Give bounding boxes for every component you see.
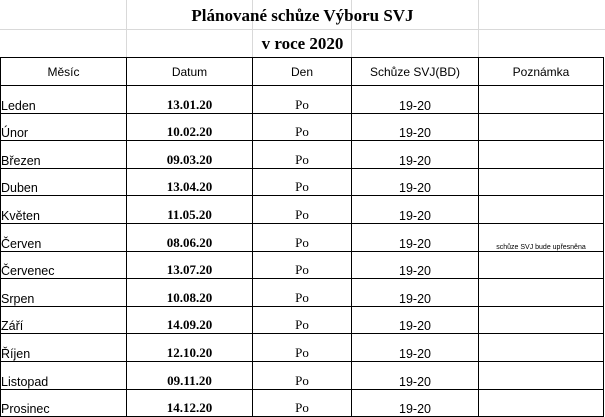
cell-meeting-time[interactable]: 19-20 xyxy=(352,334,479,362)
cell-date[interactable]: 09.11.20 xyxy=(127,361,253,389)
cell-meeting-time[interactable]: 19-20 xyxy=(352,306,479,334)
cell-day[interactable]: Po xyxy=(253,306,352,334)
cell-date[interactable]: 13.04.20 xyxy=(127,168,253,196)
cell-date[interactable]: 14.12.20 xyxy=(127,389,253,417)
cell-note[interactable] xyxy=(479,389,604,417)
cell-day[interactable]: Po xyxy=(253,168,352,196)
cell-month[interactable]: Duben xyxy=(1,168,127,196)
header-meeting[interactable]: Schůze SVJ(BD) xyxy=(352,58,479,86)
table-header-row xyxy=(1,58,604,86)
table-row xyxy=(1,334,604,362)
cell-date[interactable]: 08.06.20 xyxy=(127,223,253,251)
cell-date[interactable]: 12.10.20 xyxy=(127,334,253,362)
cell-day[interactable]: Po xyxy=(253,361,352,389)
table-row xyxy=(1,113,604,141)
cell-note[interactable]: schůze SVJ bude upřesněna xyxy=(479,223,604,251)
cell-meeting-time[interactable]: 19-20 xyxy=(352,113,479,141)
cell-date[interactable]: 13.01.20 xyxy=(127,86,253,114)
cell-month[interactable]: Září xyxy=(1,306,127,334)
table-row xyxy=(1,389,604,417)
header-day[interactable]: Den xyxy=(253,58,352,86)
cell-note[interactable] xyxy=(479,251,604,279)
cell-day[interactable]: Po xyxy=(253,279,352,307)
cell-date[interactable]: 14.09.20 xyxy=(127,306,253,334)
cell-meeting-time[interactable]: 19-20 xyxy=(352,279,479,307)
cell-note[interactable] xyxy=(479,113,604,141)
table-row xyxy=(1,86,604,114)
cell-month[interactable]: Únor xyxy=(1,113,127,141)
cell-note[interactable] xyxy=(479,334,604,362)
cell-month[interactable]: Srpen xyxy=(1,279,127,307)
cell-day[interactable]: Po xyxy=(253,251,352,279)
cell-date[interactable]: 11.05.20 xyxy=(127,196,253,224)
header-month[interactable]: Měsíc xyxy=(1,58,127,86)
cell-date[interactable]: 13.07.20 xyxy=(127,251,253,279)
cell-day[interactable]: Po xyxy=(253,86,352,114)
cell-meeting-time[interactable]: 19-20 xyxy=(352,361,479,389)
cell-meeting-time[interactable]: 19-20 xyxy=(352,141,479,169)
cell-meeting-time[interactable]: 19-20 xyxy=(352,223,479,251)
page-subtitle: v roce 2020 xyxy=(261,34,344,53)
grid-line xyxy=(0,29,605,30)
table-row xyxy=(1,306,604,334)
table-row xyxy=(1,279,604,307)
cell-date[interactable]: 10.02.20 xyxy=(127,113,253,141)
table-row xyxy=(1,361,604,389)
table-row xyxy=(1,251,604,279)
table-row xyxy=(1,141,604,169)
cell-meeting-time[interactable]: 19-20 xyxy=(352,251,479,279)
cell-day[interactable]: Po xyxy=(253,334,352,362)
cell-month[interactable]: Červen xyxy=(1,223,127,251)
cell-meeting-time[interactable]: 19-20 xyxy=(352,196,479,224)
cell-day[interactable]: Po xyxy=(253,223,352,251)
meeting-schedule-table xyxy=(0,57,604,417)
cell-meeting-time[interactable]: 19-20 xyxy=(352,86,479,114)
cell-note[interactable] xyxy=(479,306,604,334)
header-note[interactable]: Poznámka xyxy=(479,58,604,86)
cell-month[interactable]: Prosinec xyxy=(1,389,127,417)
cell-note[interactable] xyxy=(479,196,604,224)
cell-note[interactable] xyxy=(479,279,604,307)
cell-month[interactable]: Listopad xyxy=(1,361,127,389)
table-row xyxy=(1,196,604,224)
cell-note[interactable] xyxy=(479,168,604,196)
cell-note[interactable] xyxy=(479,86,604,114)
cell-meeting-time[interactable]: 19-20 xyxy=(352,389,479,417)
header-date[interactable]: Datum xyxy=(127,58,253,86)
cell-month[interactable]: Červenec xyxy=(1,251,127,279)
cell-day[interactable]: Po xyxy=(253,389,352,417)
cell-month[interactable]: Květen xyxy=(1,196,127,224)
cell-day[interactable]: Po xyxy=(253,113,352,141)
cell-day[interactable]: Po xyxy=(253,196,352,224)
table-row xyxy=(1,168,604,196)
cell-date[interactable]: 09.03.20 xyxy=(127,141,253,169)
cell-note[interactable] xyxy=(479,141,604,169)
cell-meeting-time[interactable]: 19-20 xyxy=(352,168,479,196)
table-row xyxy=(1,223,604,251)
cell-month[interactable]: Leden xyxy=(1,86,127,114)
page-title: Plánované schůze Výboru SVJ xyxy=(191,6,414,25)
cell-day[interactable]: Po xyxy=(253,141,352,169)
cell-note[interactable] xyxy=(479,361,604,389)
cell-month[interactable]: Říjen xyxy=(1,334,127,362)
cell-date[interactable]: 10.08.20 xyxy=(127,279,253,307)
cell-month[interactable]: Březen xyxy=(1,141,127,169)
